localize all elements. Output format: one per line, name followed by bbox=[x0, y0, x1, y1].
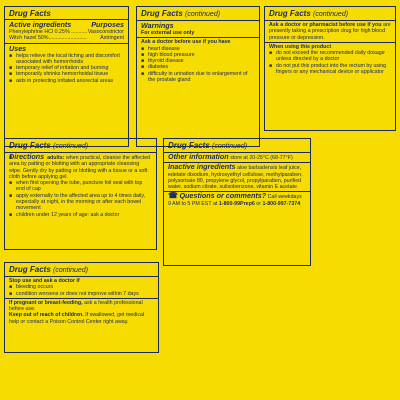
pregnancy-warning: If pregnant or breast-feeding, ask a health professional before use. bbox=[9, 299, 143, 313]
other-information: Other information store at 20-25°C (68-77°F) bbox=[168, 152, 293, 161]
stop-use-list bbox=[9, 284, 154, 297]
panel-directions bbox=[4, 138, 157, 250]
list-item: ■ thyroid disease bbox=[141, 58, 255, 64]
list-item: ■ children under 12 years of age: ask a doctor bbox=[9, 212, 152, 218]
ingredient-row: Phenylephrine HCl 0.25% ........... Vasoconstrictor bbox=[9, 29, 124, 35]
panel-other-information bbox=[163, 138, 311, 266]
phone-number-2: 1-800-997-7374 bbox=[262, 200, 301, 207]
list-item: ■ helps relieve the local itching and discomfort associated with hemorrhoids bbox=[9, 53, 124, 66]
list-item: ■ high blood pressure bbox=[141, 52, 255, 58]
list-item: ■ aids in protecting irritated anorectal areas bbox=[9, 78, 124, 84]
warnings-heading: Warnings bbox=[141, 21, 174, 30]
directions-list bbox=[9, 154, 152, 218]
list-item: ■ condition worsens or does not improve within 7 days bbox=[9, 291, 154, 297]
phone-number-1: 1-800-99Prep6 bbox=[218, 200, 255, 207]
list-item: ■ difficulty in urination due to enlargement of the prostate gland bbox=[141, 71, 255, 84]
questions-section: ☎ Questions or comments? Call weekdays 9 AM to 5 PM EST at 1-800-99Prep6 or 1-800-997-7374 bbox=[168, 191, 302, 207]
panel-stop-use bbox=[4, 262, 159, 353]
uses-heading: Uses bbox=[9, 43, 27, 53]
list-item: ■ when first opening the tube, puncture foil seal with top end of cap bbox=[9, 180, 152, 193]
list-item: ■ temporary relief of irritation and burning bbox=[9, 65, 124, 71]
when-using-list bbox=[269, 50, 391, 75]
stop-use-heading: Stop use and ask a doctor if bbox=[9, 278, 80, 284]
ask-doctor-heading: Ask a doctor before use if you have bbox=[141, 39, 231, 46]
panel-title: Drug Facts (continued) bbox=[5, 141, 156, 153]
panel-title: Drug Facts (continued) bbox=[265, 9, 395, 21]
keep-away-warning: Keep out of reach of children. If swallowed, get medical help or contact a Poison Control Center right away. bbox=[9, 312, 145, 325]
active-ingredients-heading: Active ingredients bbox=[9, 20, 72, 29]
list-item: ■ do not exceed the recommended daily dosage unless directed by a doctor bbox=[269, 50, 391, 63]
ingredient-row: Witch hazel 50%.......................... Astringent bbox=[9, 35, 124, 42]
panel-ask-pharmacist bbox=[264, 6, 396, 131]
panel-warnings bbox=[136, 6, 260, 147]
inactive-ingredients: Inactive ingredients aloe barbadensis leaf juice, edetate disodium, hydroxyethyl cellulose, methylparaben, polysorbate 80, propylene glycol, propylparaben, purified water, sodium citrate, sulisobenzone, vitamin E acetate bbox=[168, 162, 303, 191]
list-item: ■ do not put this product into the rectum by using fingers or any mechanical device or applicator bbox=[269, 63, 391, 76]
panel-title: Drug Facts (continued) bbox=[137, 9, 259, 21]
list-item: ■ heart disease bbox=[141, 46, 255, 52]
list-item: ■ bleeding occurs bbox=[9, 284, 154, 290]
panel-active-ingredients bbox=[4, 6, 129, 147]
list-item: ■ apply externally to the affected area up to 4 times daily, especially at night, in the morning or after each bowel movement bbox=[9, 193, 152, 212]
uses-list bbox=[9, 53, 124, 84]
list-item: ■ diabetes bbox=[141, 64, 255, 70]
purposes-heading: Purposes bbox=[91, 20, 124, 29]
panel-title: Drug Facts bbox=[5, 9, 128, 20]
when-using-heading: When using this product bbox=[269, 43, 332, 50]
list-item: ■ Directions adults: when practical, cleanse the affected area by patting or blotting with an appropriate cleansing wipe. Gently dry by patting or blotting with a tissue or a soft cloth before applying gel. bbox=[9, 154, 152, 180]
panel-title: Drug Facts (continued) bbox=[164, 141, 310, 153]
external-use-text: For external use only bbox=[141, 30, 195, 36]
ask-pharmacist-text: Ask a doctor or pharmacist before use if you are presently taking a prescription drug for high blood pressure or depression. bbox=[269, 22, 391, 41]
panel-title: Drug Facts (continued) bbox=[5, 265, 158, 277]
phone-icon: ☎ bbox=[168, 191, 178, 201]
list-item: ■ temporarily shrinks hemorrhoidal tissue bbox=[9, 71, 124, 77]
conditions-list bbox=[141, 46, 255, 84]
